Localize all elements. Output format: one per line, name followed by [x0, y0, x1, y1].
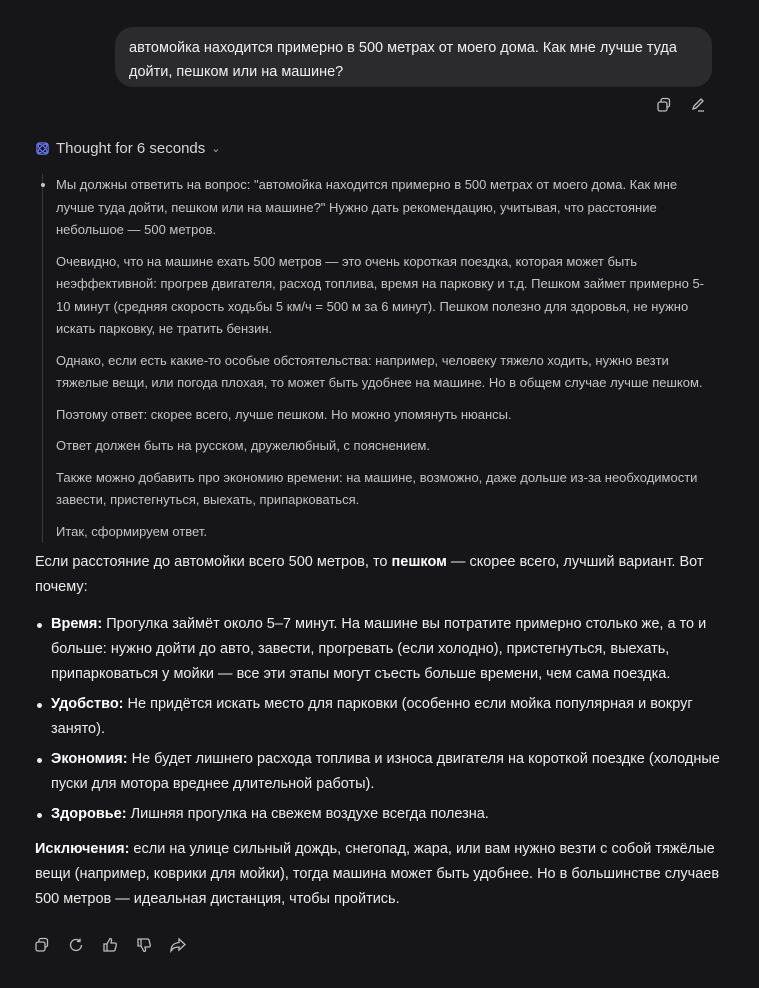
- list-item: [35, 692, 720, 742]
- thought-label: Thought for 6 seconds: [56, 140, 206, 157]
- item-title: Время:: [51, 616, 103, 632]
- thought-content: [42, 174, 714, 543]
- list-item: [35, 612, 720, 687]
- user-message-bubble: [115, 27, 712, 87]
- item-title: Экономия:: [51, 751, 128, 767]
- thought-paragraph: Итак, сформируем ответ.: [56, 523, 207, 539]
- thumbs-up-icon[interactable]: [101, 936, 119, 954]
- thought-paragraph: Однако, если есть какие-то особые обстоятельства: например, человеку тяжело ходить, нужно везти тяжелые вещи, или погода плохая, то может быть удобнее на машине. Но в общем случае лучше пешком.: [56, 352, 703, 390]
- chevron-down-icon: ⌄: [211, 143, 221, 155]
- assistant-answer: [35, 550, 720, 912]
- intro-bold: пешком: [391, 554, 447, 570]
- thought-paragraph: Ответ должен быть на русском, дружелюбный, с пояснением.: [56, 438, 430, 453]
- list-item: [35, 747, 720, 797]
- item-text: Прогулка займёт около 5–7 минут. На машине вы потратите примерно столько же, а то и больше: нужно дойти до авто, завести, прогревать (если холодно), пристегнуться, выехать, припарковаться у мойки — все эти этапы могут съесть больше времени, чем сама поездка.: [51, 616, 707, 682]
- item-title: Удобство:: [51, 696, 124, 712]
- intro-text: — скорее всего, лучший вариант. Вот почему:: [35, 554, 704, 595]
- exceptions-paragraph: [35, 837, 720, 912]
- thought-paragraph: Мы должны ответить на вопрос: "автомойка находится примерно в 500 метрах от моего дома. Как мне лучше туда дойти, пешком или на машине?" Нужно дать рекомендацию, учитывая, что расстояние небольшое — 500 метров.: [56, 174, 714, 242]
- thought-paragraph: Поэтому ответ: скорее всего, лучше пешком. Но можно упомянуть нюансы.: [56, 406, 512, 422]
- reasons-list: [35, 612, 720, 827]
- edit-icon[interactable]: [689, 96, 707, 114]
- item-text: Не придётся искать место для парковки (особенно если мойка популярная и вокруг занято).: [51, 696, 693, 737]
- thought-paragraph: Очевидно, что на машине ехать 500 метров — это очень короткая поездка, которая может быть неэффективной: прогрев двигателя, расход топлива, время на парковку и т.д. Пешком займет примерно 5-10 минут (средняя скорость ходьбы 5 км/ч = 500 м за 6 минут). Пешком полезно для здоровья, не нужно искать парковку, не тратить бензин.: [56, 253, 705, 336]
- user-message-actions: [655, 96, 707, 114]
- answer-intro: [35, 550, 720, 600]
- share-icon[interactable]: [169, 936, 187, 954]
- copy-icon[interactable]: [33, 936, 51, 954]
- intro-text: Если расстояние до автомойки всего 500 метров, то: [35, 554, 392, 570]
- copy-icon[interactable]: [655, 96, 673, 114]
- exceptions-text: если на улице сильный дождь, снегопад, жара, или вам нужно везти с собой тяжёлые вещи (например, коврики для мойки), тогда машина может быть удобнее. Но в большинстве случаев 500 метров — идеальная дистанция, чтобы пройтись.: [35, 841, 720, 907]
- item-title: Здоровье:: [51, 806, 127, 822]
- thumbs-down-icon[interactable]: [135, 936, 153, 954]
- regenerate-icon[interactable]: [67, 936, 85, 954]
- thought-toggle[interactable]: [35, 140, 220, 157]
- list-item: [35, 802, 720, 827]
- thought-paragraph: Также можно добавить про экономию времени: на машине, возможно, даже дольше из-за необходимости завести, пристегнуться, выехать, припарковаться.: [56, 469, 698, 507]
- atom-icon: [35, 141, 50, 156]
- item-text: Лишняя прогулка на свежем воздухе всегда полезна.: [126, 806, 489, 822]
- answer-actions: [33, 936, 187, 954]
- user-message-text: автомойка находится примерно в 500 метрах от моего дома. Как мне лучше туда дойти, пешком или на машине?: [129, 40, 677, 80]
- item-text: Не будет лишнего расхода топлива и износа двигателя на короткой поездке (холодные пуски для мотора вреднее длительной работы).: [51, 751, 720, 792]
- exceptions-title: Исключения:: [35, 841, 130, 857]
